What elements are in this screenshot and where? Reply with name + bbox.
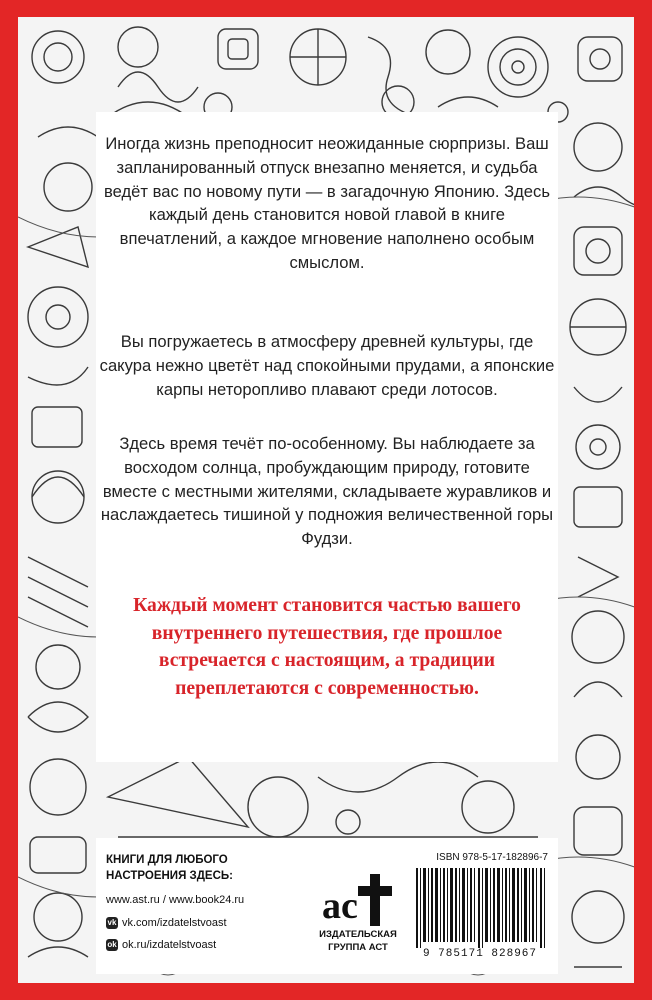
isbn-text: ISBN 978-5-17-182896-7 xyxy=(436,852,548,863)
barcode-number: 9 785171 828967 xyxy=(422,948,538,960)
publisher-info-panel xyxy=(96,838,558,974)
vk-icon: vk xyxy=(107,918,117,928)
vk-link[interactable] xyxy=(106,913,306,933)
websites-text: www.ast.ru / www.book24.ru xyxy=(106,894,245,906)
info-title: КНИГИ ДЛЯ ЛЮБОГО НАСТРОЕНИЯ ЗДЕСЬ: xyxy=(106,854,233,882)
ok-icon: ok xyxy=(107,940,117,950)
ast-logo-text: ac xyxy=(322,885,358,927)
description-paragraph-2: Вы погружаетесь в атмосферу древней культуры, где сакура нежно цветёт над спокойными прудами, а японские карпы неторопливо плавают среди лотосов. xyxy=(99,332,555,399)
description-panel xyxy=(96,112,558,762)
barcode-icon xyxy=(414,868,550,948)
description-paragraph-1: Иногда жизнь преподносит неожиданные сюрпризы. Ваш запланированный отпуск внезапно меняется, и судьба ведёт вас по новому пути — в загадочную Японию. Здесь каждый день становится новой главой в книге впечатлений, а каждое мгновение наполнено особым смыслом. xyxy=(104,134,550,272)
ok-text: ok.ru/izdatelstvoast xyxy=(122,939,217,951)
ok-link[interactable] xyxy=(106,935,306,955)
publisher-caption: ИЗДАТЕЛЬСКАЯ ГРУППА АСТ xyxy=(319,929,397,953)
vk-text: vk.com/izdatelstvoast xyxy=(122,917,227,929)
ast-logo-cross-icon xyxy=(358,874,392,926)
websites-link[interactable] xyxy=(106,890,306,910)
description-paragraph-3: Здесь время течёт по-особенному. Вы наблюдаете за восходом солнца, пробуждающим природу, готовите вместе с местными жителями, складываете журавликов и наслаждаетесь тишиной у подножия величественной горы Фудзи. xyxy=(100,434,554,549)
highlight-quote: Каждый момент становится частью вашего внутреннего путешествия, где прошлое встречается с настоящим, а традиции переплетаются с современностью. xyxy=(133,595,521,699)
